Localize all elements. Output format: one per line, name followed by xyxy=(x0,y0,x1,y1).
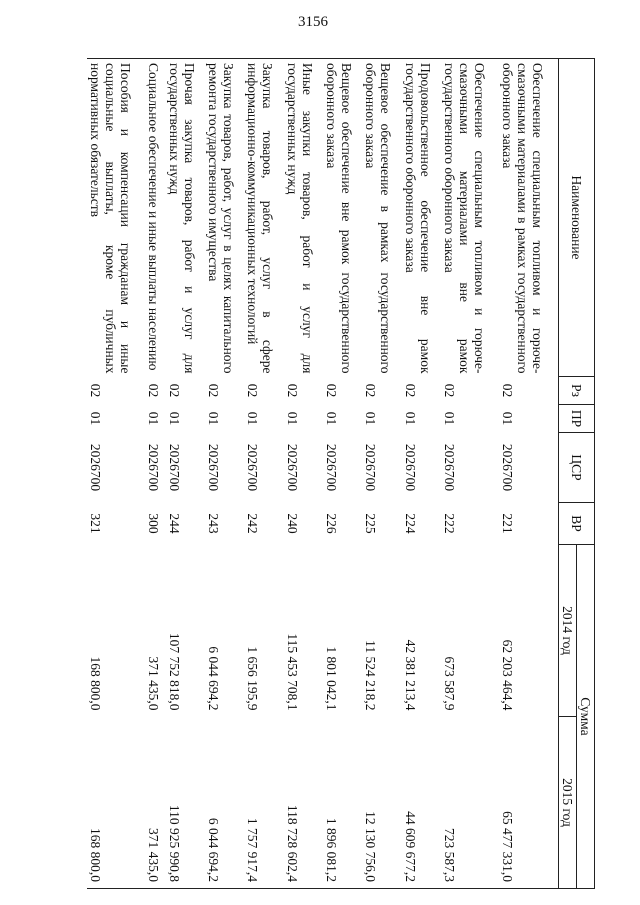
row-rz: 02 xyxy=(402,383,418,398)
header-name: Наименование xyxy=(559,59,595,377)
row-vr: 240 xyxy=(284,513,300,534)
row-rz: 02 xyxy=(500,383,516,398)
row-rz: 02 xyxy=(206,383,222,398)
row-sum-2015: 44 609 677,2 xyxy=(402,717,441,889)
table-row xyxy=(166,59,205,889)
header-pr: ПР xyxy=(559,405,595,433)
row-vr: 225 xyxy=(363,513,379,534)
row-rz: 02 xyxy=(146,383,162,398)
row-vr: 224 xyxy=(402,513,418,534)
row-sum-2015: 1 896 081,2 xyxy=(323,717,362,889)
row-name: Обеспечение специальным топливом и горюче-смазочными материалами в рамках государственного оборонного заказа xyxy=(499,59,558,377)
row-sum-2015: 168 800,0 xyxy=(87,717,145,889)
header-rz: Рз xyxy=(559,377,595,405)
row-csr: 2026700 xyxy=(442,443,458,492)
row-sum-2015: 1 757 917,4 xyxy=(244,717,283,889)
header-sum: Сумма xyxy=(577,545,595,889)
table-row xyxy=(441,59,499,889)
row-csr: 2026700 xyxy=(402,443,418,492)
header-vr: ВР xyxy=(559,503,595,545)
row-rz: 02 xyxy=(88,383,103,398)
header-csr: ЦСР xyxy=(559,433,595,503)
row-sum-2015: 12 130 756,0 xyxy=(362,717,401,889)
row-pr: 01 xyxy=(402,411,418,426)
row-pr: 01 xyxy=(245,411,261,426)
rotated-table-container xyxy=(87,58,595,888)
row-csr: 2026700 xyxy=(324,443,340,492)
table-row xyxy=(362,59,401,889)
row-rz: 02 xyxy=(363,383,379,398)
row-sum-2014: 673 587,9 xyxy=(442,656,458,711)
row-csr: 2026700 xyxy=(166,443,182,492)
row-sum-2015: 118 728 602,4 xyxy=(284,717,323,889)
row-csr: 2026700 xyxy=(245,443,261,492)
row-pr: 01 xyxy=(88,411,103,426)
row-vr: 221 xyxy=(500,513,516,534)
row-pr: 01 xyxy=(166,411,182,426)
table-row xyxy=(499,59,558,889)
row-pr: 01 xyxy=(146,411,162,426)
row-sum-2015: 6 044 694,2 xyxy=(205,717,244,889)
row-sum-2014: 11 524 218,2 xyxy=(363,640,379,711)
row-sum-2014: 42 381 213,4 xyxy=(402,639,418,711)
row-csr: 2026700 xyxy=(284,443,300,492)
row-rz: 02 xyxy=(245,383,261,398)
row-pr: 01 xyxy=(500,411,516,426)
row-sum-2014: 1 656 195,9 xyxy=(245,646,261,711)
row-vr: 321 xyxy=(88,513,103,534)
row-pr: 01 xyxy=(284,411,300,426)
header-2014: 2014 год xyxy=(559,545,577,717)
row-pr: 01 xyxy=(363,411,379,426)
table-body xyxy=(87,59,559,889)
row-sum-2015: 723 587,3 xyxy=(441,717,499,889)
table-row xyxy=(145,59,165,889)
row-name: Продовольственное обеспечение вне рамок государственного оборонного заказа xyxy=(402,59,441,377)
row-sum-2015: 110 925 990,8 xyxy=(166,717,205,889)
row-vr: 222 xyxy=(442,513,458,534)
row-sum-2014: 1 801 042,1 xyxy=(324,646,340,711)
header-2015: 2015 год xyxy=(559,717,577,889)
row-name: Социальное обеспечение и иные выплаты населению xyxy=(145,59,165,377)
row-rz: 02 xyxy=(284,383,300,398)
row-name: Закупка товаров, работ, услуг в сфере информационно-коммуникационных технологий xyxy=(244,59,283,377)
row-csr: 2026700 xyxy=(500,443,516,492)
row-pr: 01 xyxy=(442,411,458,426)
row-rz: 02 xyxy=(442,383,458,398)
row-name: Прочая закупка товаров, работ и услуг для государственных нужд xyxy=(166,59,205,377)
row-csr: 2026700 xyxy=(363,443,379,492)
table-row xyxy=(87,59,145,889)
row-sum-2015: 65 477 331,0 xyxy=(499,717,558,889)
row-vr: 300 xyxy=(146,513,162,534)
row-pr: 01 xyxy=(206,411,222,426)
budget-table xyxy=(87,58,595,889)
row-sum-2014: 62 203 464,4 xyxy=(500,639,516,711)
row-csr: 2026700 xyxy=(146,443,162,492)
table-row xyxy=(402,59,441,889)
row-rz: 02 xyxy=(324,383,340,398)
row-name: Закупка товаров, работ, услуг в целях капитального ремонта государственного имущества xyxy=(205,59,244,377)
row-vr: 243 xyxy=(206,513,222,534)
row-vr: 244 xyxy=(166,513,182,534)
row-vr: 226 xyxy=(324,513,340,534)
row-sum-2014: 107 752 818,0 xyxy=(166,632,182,711)
row-sum-2014: 371 435,0 xyxy=(146,656,162,711)
row-sum-2014: 6 044 694,2 xyxy=(206,646,222,711)
row-name: Иные закупки товаров, работ и услуг для государственных нужд xyxy=(284,59,323,377)
table-row xyxy=(244,59,283,889)
row-sum-2014: 168 800,0 xyxy=(88,656,103,711)
row-vr: 242 xyxy=(245,513,261,534)
row-rz: 02 xyxy=(166,383,182,398)
row-sum-2014: 115 453 708,1 xyxy=(284,633,300,711)
row-name: Пособия и компенсации гражданам и иные социальные выплаты, кроме публичных нормативных обязательств xyxy=(87,59,145,377)
row-csr: 2026700 xyxy=(206,443,222,492)
row-pr: 01 xyxy=(324,411,340,426)
table-row xyxy=(284,59,323,889)
row-name: Обеспечение специальным топливом и горюче-смазочными материалами вне рамок государственного оборонного заказа xyxy=(441,59,499,377)
row-csr: 2026700 xyxy=(88,443,103,492)
table-row xyxy=(323,59,362,889)
row-name: Вещевое обеспечение в рамках государственного оборонного заказа xyxy=(362,59,401,377)
page-number: 3156 xyxy=(298,14,328,30)
row-name: Вещевое обеспечение вне рамок государственного оборонного заказа xyxy=(323,59,362,377)
row-sum-2015: 371 435,0 xyxy=(145,717,165,889)
table-row xyxy=(205,59,244,889)
